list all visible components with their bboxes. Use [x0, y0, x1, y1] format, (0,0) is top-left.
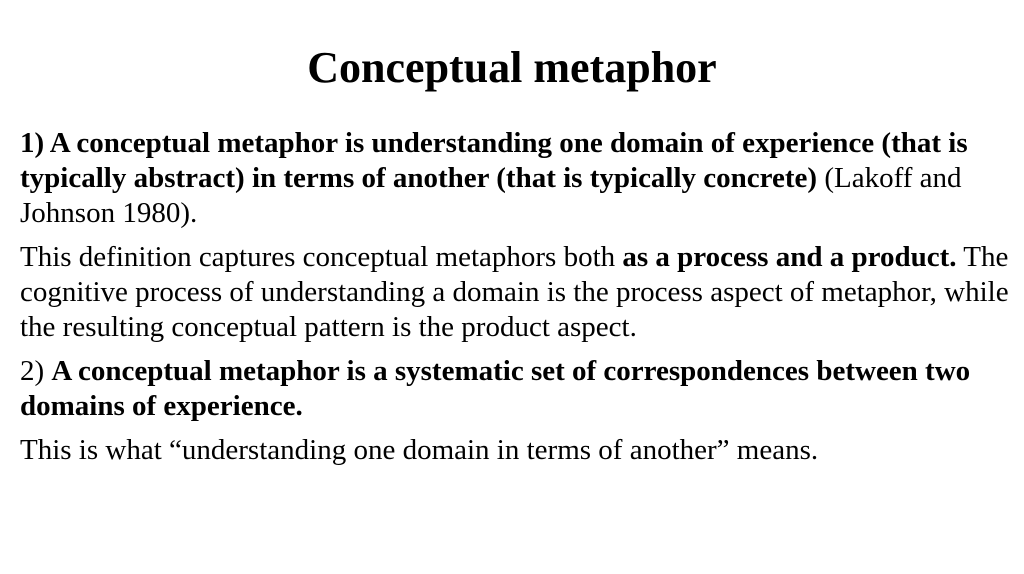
paragraph-process-product: [20, 240, 1010, 345]
slide-body: [20, 126, 1010, 477]
process-product-bold-text: as a process and a product.: [622, 241, 957, 273]
meaning-text: This is what “understanding one domain in terms of another” means.: [20, 434, 819, 466]
definition-1-bold-text: 1) A conceptual metaphor is understanding one domain of experience (that is typically abstract) in terms of another (that is typically concrete): [20, 127, 968, 194]
process-product-explanation-text: The cognitive process of understanding a domain is the process aspect of metaphor, while the resulting conceptual pattern is the product aspect.: [20, 241, 1009, 343]
definition-2-bold-text: A conceptual metaphor is a systematic set of correspondences between two domains of experience.: [20, 355, 971, 422]
process-product-intro-text: This definition captures conceptual metaphors both: [20, 241, 623, 273]
paragraph-definition-1: [20, 126, 1010, 231]
slide-title: Conceptual metaphor: [307, 43, 717, 92]
paragraph-meaning: [20, 433, 1010, 468]
citation-text: (Lakoff and Johnson 1980).: [20, 162, 962, 229]
paragraph-definition-2: [20, 354, 1010, 424]
definition-2-number: 2): [20, 355, 52, 387]
